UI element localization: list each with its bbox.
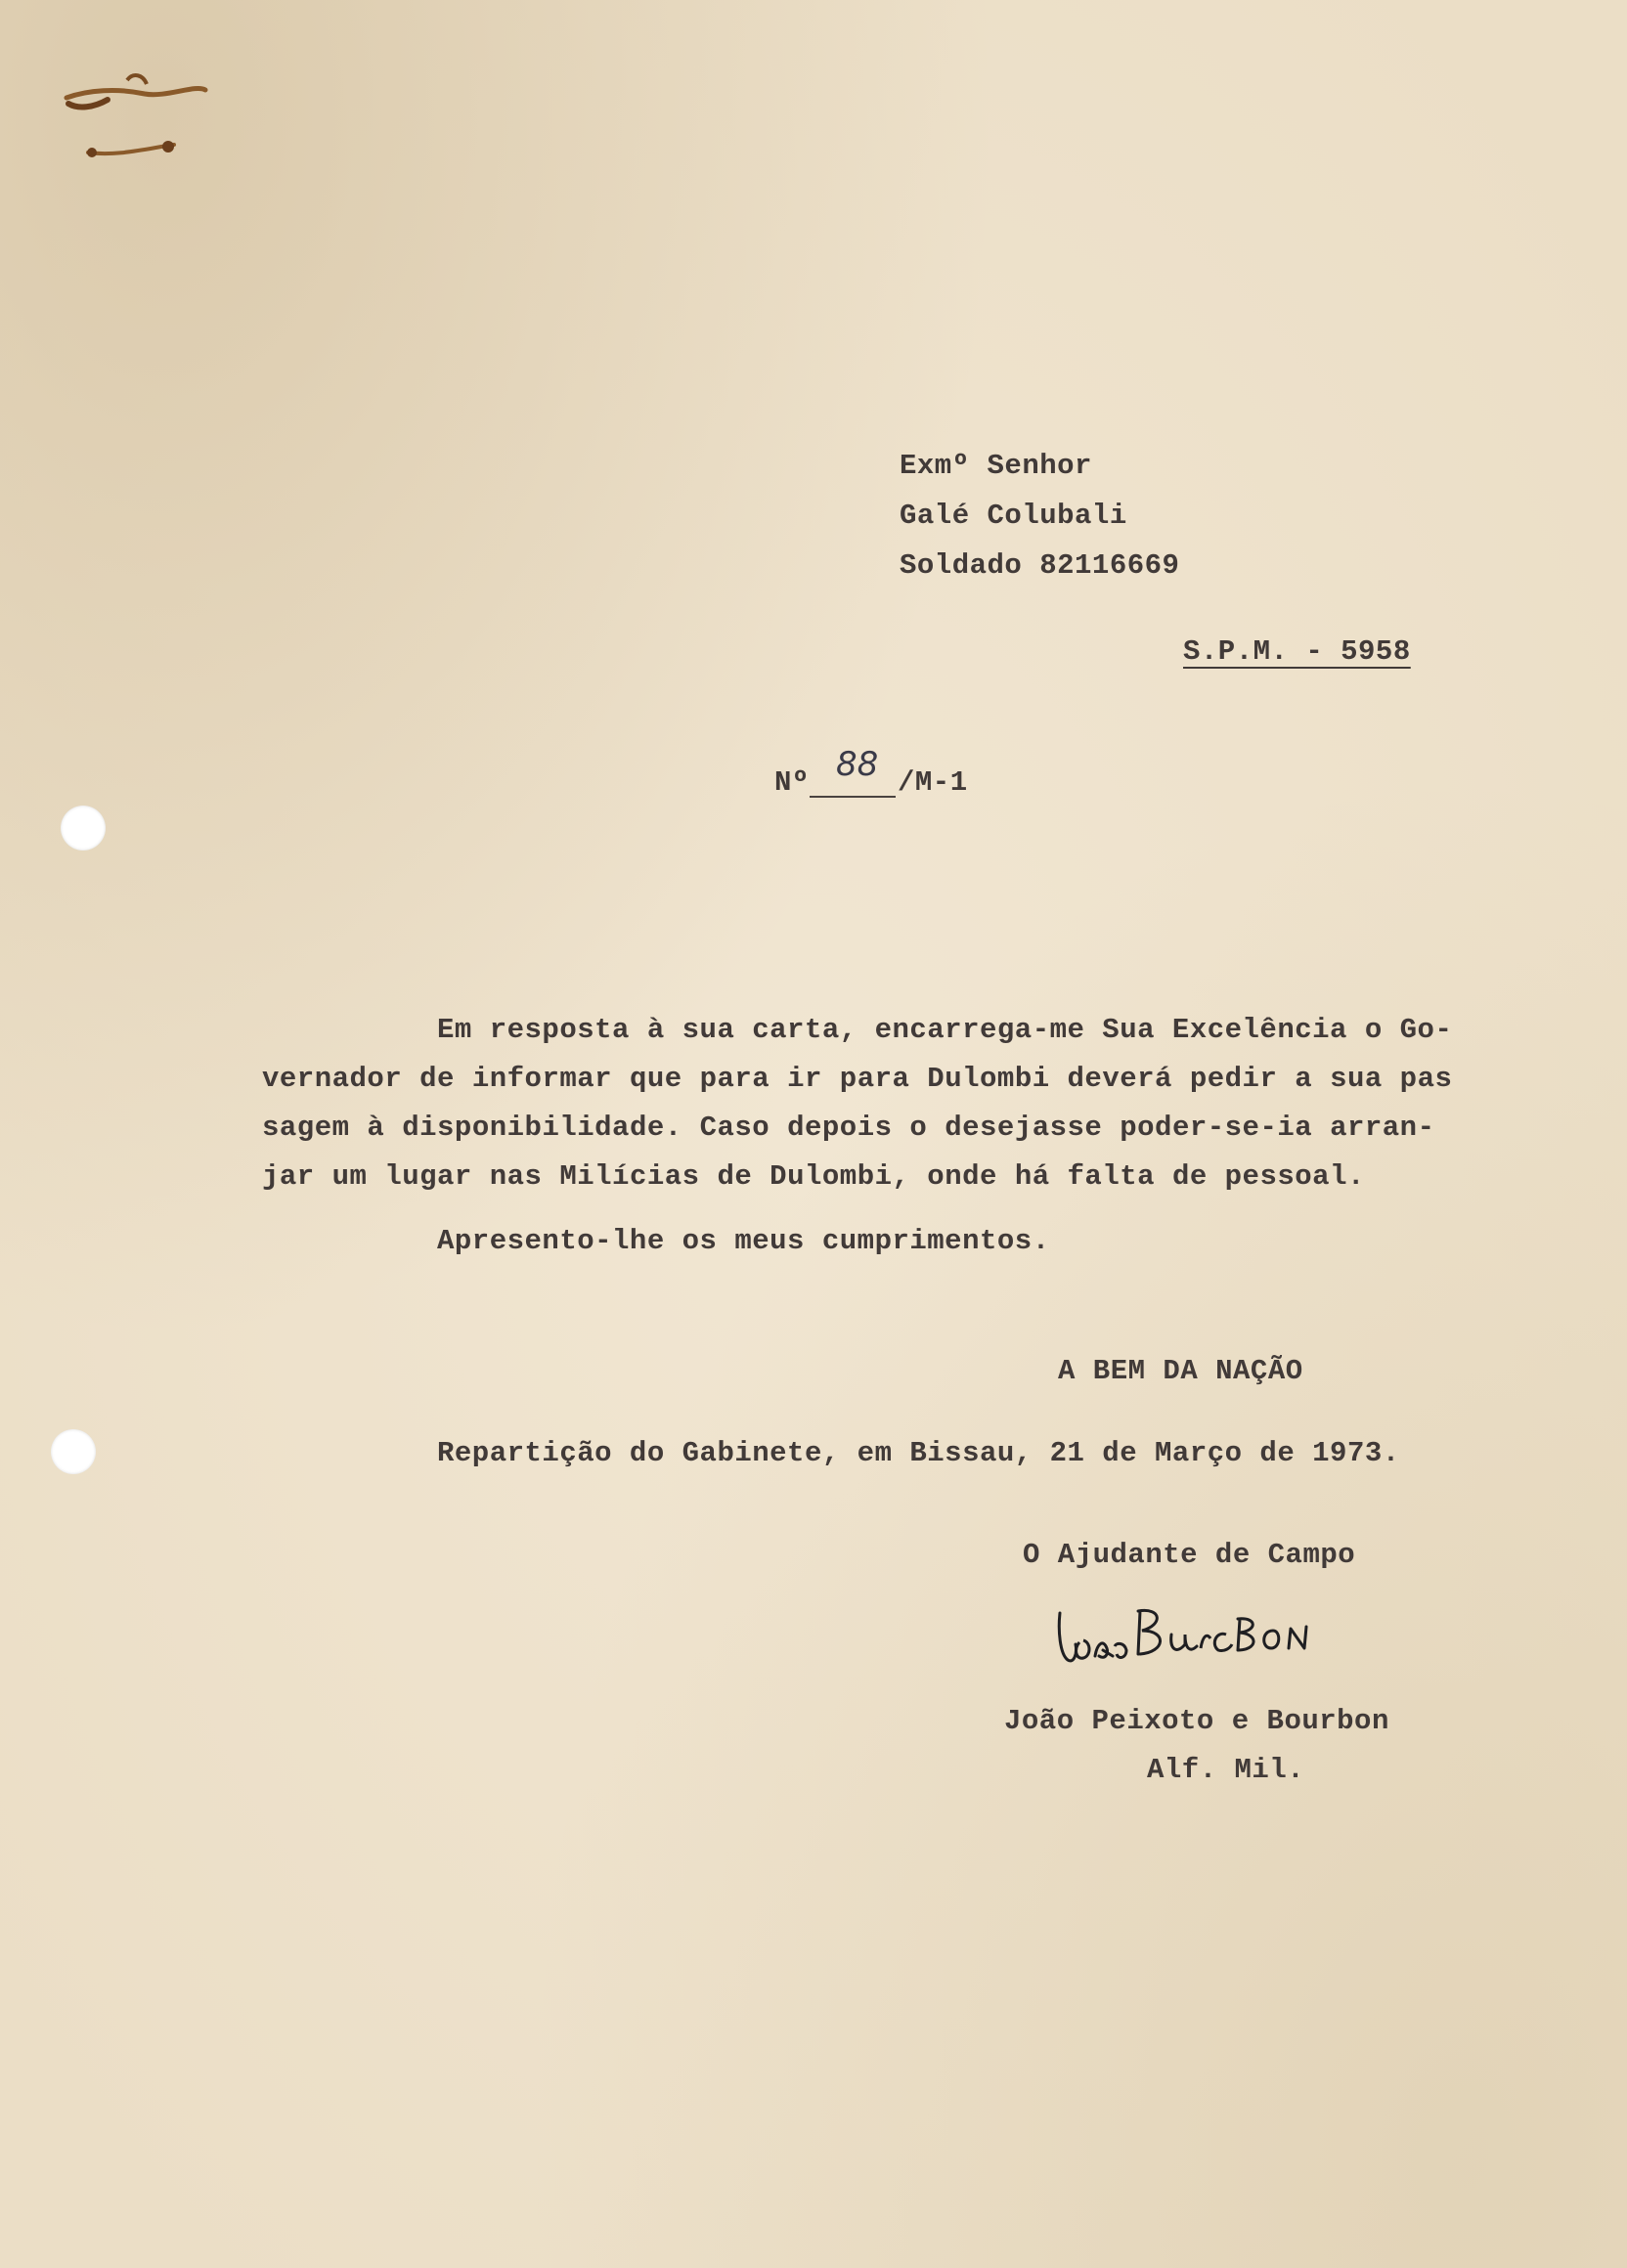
closing-line: Apresento-lhe os meus cumprimentos.	[437, 1225, 1050, 1257]
reference-prefix: Nº	[774, 766, 810, 799]
punch-hole	[61, 806, 106, 850]
handwritten-signature	[1054, 1595, 1318, 1674]
reference-number: 88	[836, 745, 879, 784]
recipient-rank-number: Soldado 82116669	[900, 549, 1180, 582]
recipient-name: Galé Colubali	[900, 500, 1127, 532]
signatory-rank: Alf. Mil.	[1147, 1754, 1305, 1786]
punch-hole	[51, 1429, 96, 1474]
postal-code: S.P.M. - 5958	[1183, 635, 1411, 668]
motto: A BEM DA NAÇÃO	[1058, 1355, 1303, 1387]
recipient-salutation: Exmº Senhor	[900, 450, 1092, 482]
reference-underline	[810, 796, 896, 798]
signatory-name: João Peixoto e Bourbon	[1004, 1705, 1389, 1737]
reference-suffix: /M-1	[898, 766, 968, 799]
body-line-3: sagem à disponibilidade. Caso depois o desejasse poder-se-ia arran-	[262, 1112, 1435, 1144]
staple-mark	[59, 55, 225, 172]
body-line-1: Em resposta à sua carta, encarrega-me Sua Excelência o Go-	[437, 1014, 1453, 1046]
body-line-4: jar um lugar nas Milícias de Dulombi, onde há falta de pessoal.	[262, 1160, 1365, 1193]
signatory-title: O Ajudante de Campo	[1023, 1539, 1356, 1571]
place-date: Repartição do Gabinete, em Bissau, 21 de Março de 1973.	[437, 1437, 1400, 1469]
body-line-2: vernador de informar que para ir para Dulombi deverá pedir a sua pas	[262, 1063, 1453, 1095]
